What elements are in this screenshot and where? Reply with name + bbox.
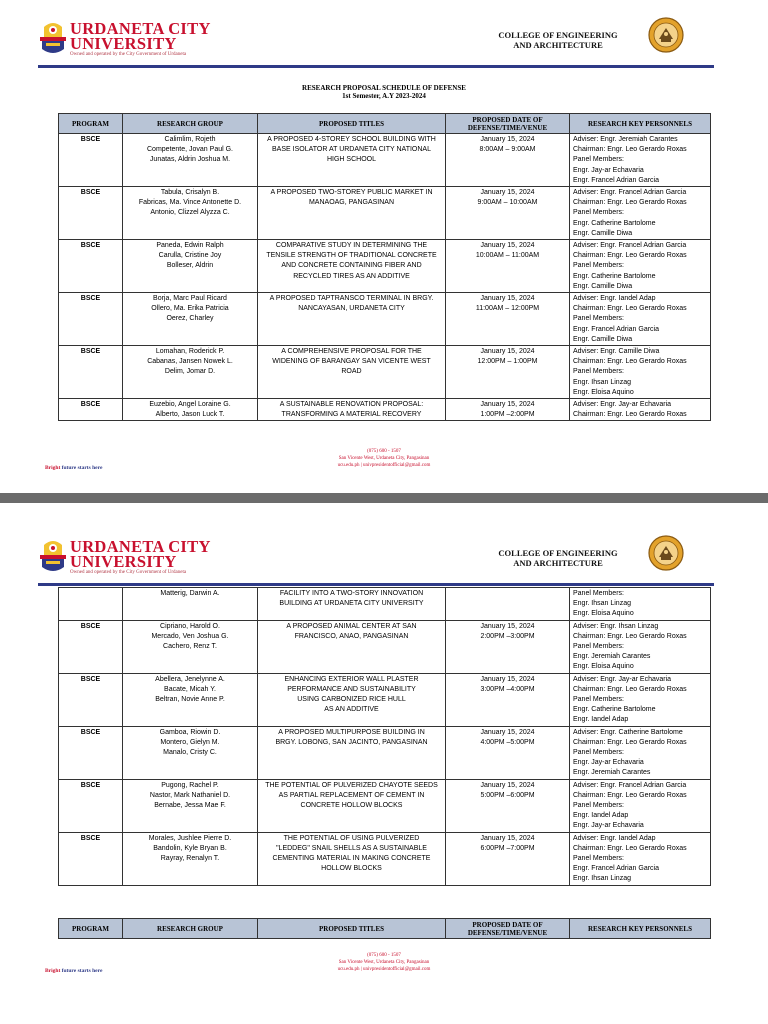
proposed-title-cell-line: A PROPOSED MULTIPURPOSE BUILDING IN [278,728,425,736]
key-personnel-cell-line: Chairman: Engr. Leo Gerardo Roxas [573,199,687,207]
footer-tagline: Bright future starts here [45,465,103,471]
proposed-title-cell-line: WIDENING OF BARANGAY SAN VICENTE WEST [272,358,431,366]
proposed-title-cell-line: CONCRETE HOLLOW BLOCKS [300,802,403,810]
key-personnel-cell-line: Adviser: Engr. Jay-ar Echavaria [573,401,672,409]
column-header-group: RESEARCH GROUP [123,919,258,939]
defense-date-cell-line: January 15, 2024 [480,622,535,630]
proposed-title-cell-line: A PROPOSED 4-STOREY SCHOOL BUILDING WITH [267,136,436,143]
research-group-cell [123,134,258,187]
proposed-title-cell [258,293,446,346]
proposed-title-cell-line: MANAOAG, PANGASINAN [308,199,395,207]
defense-date-cell-line: 10:00AM – 11:00AM [475,252,540,260]
table-row [59,832,711,885]
defense-date-cell-line: 8:00AM – 9:00AM [479,146,536,154]
research-group-cell-line: Fabricas, Ma. Vince Antonette D. [138,199,242,207]
page-header [0,518,768,588]
proposed-title-cell-line: HIGH SCHOOL [326,156,376,164]
key-personnel-cell-line: Engr. Iandel Adap [573,812,629,820]
key-personnel-cell [570,187,711,240]
defense-date-cell [446,346,570,399]
proposed-title-cell-line: A PROPOSED TWO-STOREY PUBLIC MARKET IN [270,189,433,197]
proposed-title-cell [258,726,446,779]
table-row [59,187,711,240]
proposed-title-cell-line: A COMPREHENSIVE PROPOSAL FOR THE [281,348,422,356]
defense-date-cell-line: January 15, 2024 [480,675,535,683]
key-personnel-cell-line: Engr. Iandel Adap [573,716,629,724]
table-row [59,726,711,779]
key-personnel-cell [570,832,711,885]
key-personnel-cell [570,673,711,726]
key-personnel-cell-line: Chairman: Engr. Leo Gerardo Roxas [573,305,687,313]
college-seal-icon [648,535,684,571]
key-personnel-cell-line: Engr. Ihsan Linzag [573,378,631,386]
proposed-title-cell [258,832,446,885]
proposed-title-cell-line: TENSILE STRENGTH OF TRADITIONAL CONCRETE [266,252,437,260]
college-seal-icon [648,17,684,53]
defense-date-cell-line: 6:00PM –7:00PM [480,844,535,852]
table-row [59,346,711,399]
footer-contact: (075) 600 - 1507 San Vicente West, Urdaneta City, Pangasinan ucu.edu.ph | univpresidentofficial@gmail.com [337,449,431,468]
key-personnel-cell-line: Adviser: Engr. Jay-ar Echavaria [573,675,672,683]
key-personnel-cell [570,399,711,421]
university-name: URDANETA CITY UNIVERSITY [70,537,211,571]
proposed-title-cell-line: AS PARTIAL REPLACEMENT OF CEMENT IN [278,791,425,799]
university-logo-icon [40,19,66,57]
key-personnel-cell-line: Engr. Eloisa Aquino [573,388,634,396]
key-personnel-cell-line: Adviser: Engr. Jeremiah Carantes [573,136,678,143]
key-personnel-cell-line: Engr. Eloisa Aquino [573,610,634,618]
column-header-program: PROGRAM [59,919,123,939]
document-subtitle: 1st Semester, A.Y 2023-2024 [342,92,426,100]
program-cell: BSCE [59,240,123,293]
table-row [59,399,711,421]
research-group-cell [123,726,258,779]
research-group-cell-line: Antonio, Clizzel Alyzza C. [150,209,230,217]
research-group-cell-line: Cachero, Renz T. [163,643,217,651]
key-personnel-cell-line: Adviser: Engr. Camille Diwa [573,348,660,356]
defense-date-cell-line: 4:00PM –5:00PM [480,738,535,746]
key-personnel-cell-line: Panel Members: [573,590,624,597]
proposed-title-cell [258,399,446,421]
research-group-cell [123,620,258,673]
defense-date-cell-line: January 15, 2024 [480,834,535,842]
proposed-title-cell-line: USING CARBONIZED RICE HULL [297,696,406,704]
defense-date-cell [446,187,570,240]
research-group-cell-line: Oerez, Charley [166,315,214,323]
key-personnel-cell-line: Chairman: Engr. Leo Gerardo Roxas [573,411,687,419]
key-personnel-cell-line: Chairman: Engr. Leo Gerardo Roxas [573,146,687,154]
column-header-date: PROPOSED DATE OF DEFENSE/TIME/VENUE [446,919,570,939]
key-personnel-cell-line: Adviser: Engr. Francel Adrian Garcia [573,781,687,789]
key-personnel-cell-line: Chairman: Engr. Leo Gerardo Roxas [573,844,687,852]
research-group-cell-line: Alberto, Jason Luck T. [155,411,225,419]
key-personnel-cell-line: Panel Members: [573,262,624,270]
column-header-date: PROPOSED DATE OF DEFENSE/TIME/VENUE [446,114,570,134]
university-name: URDANETA CITY UNIVERSITY [70,19,211,53]
key-personnel-cell-line: Engr. Jay-ar Echavaria [573,759,644,767]
defense-date-cell [446,620,570,673]
proposed-title-cell-line: RECYCLED TIRES AS AN ADDITIVE [293,272,410,280]
key-personnel-cell-line: Engr. Francel Adrian Garcia [573,325,659,333]
table-header-row [59,114,711,134]
table-row [59,240,711,293]
research-group-cell-line: Rayray, Renalyn T. [160,855,220,863]
research-group-cell [123,240,258,293]
header-rule [38,65,714,68]
key-personnel-cell-line: Panel Members: [573,368,624,376]
proposed-title-cell-line: BRGY. LOBONG, SAN JACINTO, PANGASINAN [275,738,428,746]
table-row [59,620,711,673]
key-personnel-cell-line: Engr. Jay-ar Echavaria [573,822,644,830]
research-group-cell-line: Bernabe, Jessa Mae F. [154,802,226,810]
key-personnel-cell-line: Engr. Ihsan Linzag [573,875,631,883]
key-personnel-cell-line: Engr. Jeremiah Carantes [573,653,651,661]
university-tagline: Owned and operated by the City Government of Urdaneta [70,570,187,575]
defense-date-cell-line: January 15, 2024 [480,401,535,409]
proposed-title-cell-line: THE POTENTIAL OF USING PULVERIZED [283,834,420,842]
college-name: COLLEGE OF ENGINEERING AND ARCHITECTURE [498,30,618,50]
program-cell: BSCE [59,832,123,885]
document-title: RESEARCH PROPOSAL SCHEDULE OF DEFENSE [302,84,466,92]
research-group-cell-line: Borja, Marc Paul Ricard [153,295,227,303]
university-logo-icon [40,537,66,575]
defense-date-cell-line: 12:00PM – 1:00PM [477,358,538,366]
column-header-personnel: RESEARCH KEY PERSONNELS [570,114,711,134]
column-header-program: PROGRAM [59,114,123,134]
research-group-cell-line: Montero, Gielyn M. [160,738,220,746]
research-group-cell [123,673,258,726]
key-personnel-cell-line: Engr. Camille Diwa [573,229,633,237]
page-header [0,0,768,70]
research-group-cell-line: Manalo, Cristy C. [163,749,217,757]
key-personnel-cell-line: Engr. Camille Diwa [573,335,633,343]
research-group-cell-line: Junatas, Aldrin Joshua M. [149,156,231,164]
program-cell: BSCE [59,187,123,240]
proposed-title-cell-line: COMPARATIVE STUDY IN DETERMINING THE [275,242,428,250]
defense-date-cell-line: January 15, 2024 [480,136,535,143]
defense-date-cell [446,832,570,885]
research-group-cell-line: Abellera, Jenelynne A. [155,675,225,683]
research-group-cell [123,293,258,346]
schedule-table [58,113,711,421]
defense-date-cell [446,726,570,779]
key-personnel-cell-line: Chairman: Engr. Leo Gerardo Roxas [573,358,687,366]
program-cell [59,588,123,621]
proposed-title-cell [258,588,446,621]
proposed-title-cell-line: BUILDING AT URDANETA CITY UNIVERSITY [279,600,424,608]
table-row [59,673,711,726]
proposed-title-cell [258,134,446,187]
proposed-title-cell-line: TRANSFORMING A MATERIAL RECOVERY [281,411,422,419]
proposed-title-cell-line: NANCAYASAN, URDANETA CITY [298,305,405,313]
key-personnel-cell-line: Adviser: Engr. Ihsan Linzag [573,622,659,630]
column-header-titles: PROPOSED TITLES [258,114,446,134]
program-cell: BSCE [59,673,123,726]
defense-date-cell-line: January 15, 2024 [480,189,535,197]
key-personnel-cell-line: Engr. Eloisa Aquino [573,663,634,671]
defense-date-cell [446,399,570,421]
header-rule [38,583,714,586]
research-group-cell-line: Delim, Jomar D. [164,368,216,376]
key-personnel-cell-line: Adviser: Engr. Iandel Adap [573,834,656,842]
program-cell: BSCE [59,726,123,779]
column-header-group: RESEARCH GROUP [123,114,258,134]
proposed-title-cell [258,346,446,399]
defense-date-cell-line: 5:00PM –6:00PM [480,791,535,799]
college-name: COLLEGE OF ENGINEERING AND ARCHITECTURE [498,548,618,568]
research-group-cell-line: Cipriano, Harold O. [160,622,220,630]
key-personnel-cell-line: Adviser: Engr. Francel Adrian Garcia [573,189,687,197]
proposed-title-cell-line: AS AN ADDITIVE [324,706,379,714]
research-group-cell [123,346,258,399]
key-personnel-cell-line: Panel Members: [573,802,624,810]
program-cell: BSCE [59,346,123,399]
research-group-cell-line: Competente, Jovan Paul G. [147,146,233,154]
defense-date-cell [446,240,570,293]
proposed-title-cell-line: BASE ISOLATOR AT URDANETA CITY NATIONAL [272,146,431,154]
key-personnel-cell-line: Chairman: Engr. Leo Gerardo Roxas [573,252,687,260]
research-group-cell-line: Mercado, Ven Joshua G. [151,632,229,640]
university-tagline: Owned and operated by the City Government of Urdaneta [70,52,187,57]
key-personnel-cell-line: Engr. Jeremiah Carantes [573,769,651,777]
defense-date-cell-line: January 15, 2024 [480,781,535,789]
defense-date-cell-line: 3:00PM –4:00PM [480,685,535,693]
key-personnel-cell-line: Engr. Ihsan Linzag [573,600,631,608]
program-cell: BSCE [59,399,123,421]
key-personnel-cell-line: Panel Members: [573,696,624,704]
research-group-cell-line: Ollero, Ma. Erika Patricia [151,305,229,313]
proposed-title-cell-line: A PROPOSED ANIMAL CENTER AT SAN [286,622,417,630]
key-personnel-cell-line: Adviser: Engr. Catherine Bartolome [573,728,683,736]
key-personnel-cell [570,726,711,779]
research-group-cell [123,399,258,421]
proposed-title-cell-line: FACILITY INTO A TWO-STORY INNOVATION [279,590,424,597]
proposed-title-cell-line: HOLLOW BLOCKS [321,865,382,873]
defense-date-cell-line: January 15, 2024 [480,295,535,303]
proposed-title-cell-line: CEMENTING MATERIAL IN MAKING CONCRETE [272,855,431,863]
key-personnel-cell-line: Panel Members: [573,209,624,217]
key-personnel-cell-line: Engr. Francel Adrian Garcia [573,176,659,184]
key-personnel-cell [570,620,711,673]
research-group-cell-line: Morales, Jushlee Pierre D. [148,834,232,842]
research-group-cell-line: Tabula, Crisalyn B. [160,189,220,197]
key-personnel-cell-line: Engr. Catherine Bartolome [573,219,656,227]
defense-date-cell-line: January 15, 2024 [480,728,535,736]
key-personnel-cell-line: Engr. Catherine Bartolome [573,272,656,280]
proposed-title-cell-line: THE POTENTIAL OF PULVERIZED CHAYOTE SEEDS [265,781,438,789]
key-personnel-cell [570,293,711,346]
key-personnel-cell-line: Engr. Catherine Bartolome [573,706,656,714]
proposed-title-cell-line: A SUSTAINABLE RENOVATION PROPOSAL: [279,401,424,409]
key-personnel-cell-line: Adviser: Engr. Iandel Adap [573,295,656,303]
program-cell: BSCE [59,779,123,832]
proposed-title-cell-line: A PROPOSED TAPTRANSCO TERMINAL IN BRGY. [269,295,434,303]
proposed-title-cell-line: FRANCISCO, ANAO, PANGASINAN [294,632,409,640]
research-group-cell-line: Bacate, Micah Y. [164,685,216,693]
research-group-cell-line: Beltran, Novie Anne P. [155,696,225,704]
research-group-cell-line: Calimlim, Rojeth [164,136,216,143]
research-group-cell-line: Nastor, Mark Nathaniel D. [149,791,231,799]
research-group-cell-line: Lomahan, Roderick P. [155,348,225,356]
research-group-cell-line: Matterig, Darwin A. [160,590,220,597]
table-row [59,134,711,187]
document-page-1 [0,0,768,493]
proposed-title-cell-line: PERFORMANCE AND SUSTAINABILITY [287,685,416,693]
column-header-titles: PROPOSED TITLES [258,919,446,939]
key-personnel-cell-line: Chairman: Engr. Leo Gerardo Roxas [573,685,687,693]
program-cell: BSCE [59,620,123,673]
key-personnel-cell [570,240,711,293]
defense-date-cell [446,673,570,726]
table-row [59,293,711,346]
research-group-cell-line: Bandolin, Kyle Bryan B. [153,844,227,852]
key-personnel-cell-line: Chairman: Engr. Leo Gerardo Roxas [573,791,687,799]
key-personnel-cell-line: Engr. Camille Diwa [573,282,633,290]
key-personnel-cell-line: Adviser: Engr. Francel Adrian Garcia [573,242,687,250]
proposed-title-cell [258,240,446,293]
table-header-row [59,919,711,939]
proposed-title-cell-line: "LEDDEG" SNAIL SHELLS AS A SUSTAINABLE [276,844,427,852]
key-personnel-cell-line: Chairman: Engr. Leo Gerardo Roxas [573,632,687,640]
footer-contact: (075) 600 - 1507 San Vicente West, Urdaneta City, Pangasinan ucu.edu.ph | univpresidentofficial@gmail.com [337,953,431,972]
proposed-title-cell [258,187,446,240]
program-cell: BSCE [59,293,123,346]
proposed-title-cell [258,779,446,832]
schedule-table-continued [58,587,711,886]
research-group-cell-line: Bolleser, Aldrin [166,262,214,270]
defense-date-cell-line: 11:00AM – 12:00PM [475,305,540,313]
key-personnel-cell-line: Chairman: Engr. Leo Gerardo Roxas [573,738,687,746]
proposed-title-cell-line: AND CONCRETE CONTAINING FIBER AND [281,262,422,270]
research-group-cell-line: Gamboa, Riowin D. [159,728,221,736]
table-row [59,588,711,621]
key-personnel-cell-line: Panel Members: [573,749,624,757]
table-row [59,779,711,832]
defense-date-cell-line: January 15, 2024 [480,348,535,356]
defense-date-cell [446,293,570,346]
defense-date-cell [446,134,570,187]
key-personnel-cell [570,346,711,399]
key-personnel-cell [570,134,711,187]
key-personnel-cell-line: Panel Members: [573,643,624,651]
key-personnel-cell [570,588,711,621]
key-personnel-cell [570,779,711,832]
defense-date-cell [446,779,570,832]
research-group-cell-line: Euzebio, Angel Loraine G. [149,401,231,409]
key-personnel-cell-line: Panel Members: [573,855,624,863]
schedule-table-next-header [58,918,711,939]
research-group-cell [123,832,258,885]
key-personnel-cell-line: Engr. Francel Adrian Garcia [573,865,659,873]
research-group-cell-line: Carulla, Cristine Joy [158,252,222,260]
defense-date-cell-line: January 15, 2024 [480,242,535,250]
research-group-cell-line: Cabanas, Jansen Nowek L. [147,358,233,366]
research-group-cell [123,779,258,832]
program-cell: BSCE [59,134,123,187]
research-group-cell-line: Paneda, Edwin Ralph [156,242,224,250]
proposed-title-cell-line: ROAD [341,368,362,376]
research-group-cell-line: Pugong, Rachel P. [161,781,219,789]
defense-date-cell-line: 2:00PM –3:00PM [480,632,535,640]
key-personnel-cell-line: Panel Members: [573,156,624,164]
footer-tagline: Bright future starts here [45,968,103,974]
column-header-personnel: RESEARCH KEY PERSONNELS [570,919,711,939]
defense-date-cell-line: 9:00AM – 10:00AM [477,199,538,207]
key-personnel-cell-line: Panel Members: [573,315,624,323]
research-group-cell [123,187,258,240]
key-personnel-cell-line: Engr. Jay-ar Echavaria [573,166,644,174]
defense-date-cell-line: 1:00PM –2:00PM [480,411,535,419]
research-group-cell [123,588,258,621]
proposed-title-cell [258,620,446,673]
proposed-title-cell [258,673,446,726]
proposed-title-cell-line: ENHANCING EXTERIOR WALL PLASTER [284,675,419,683]
defense-date-cell [446,588,570,621]
